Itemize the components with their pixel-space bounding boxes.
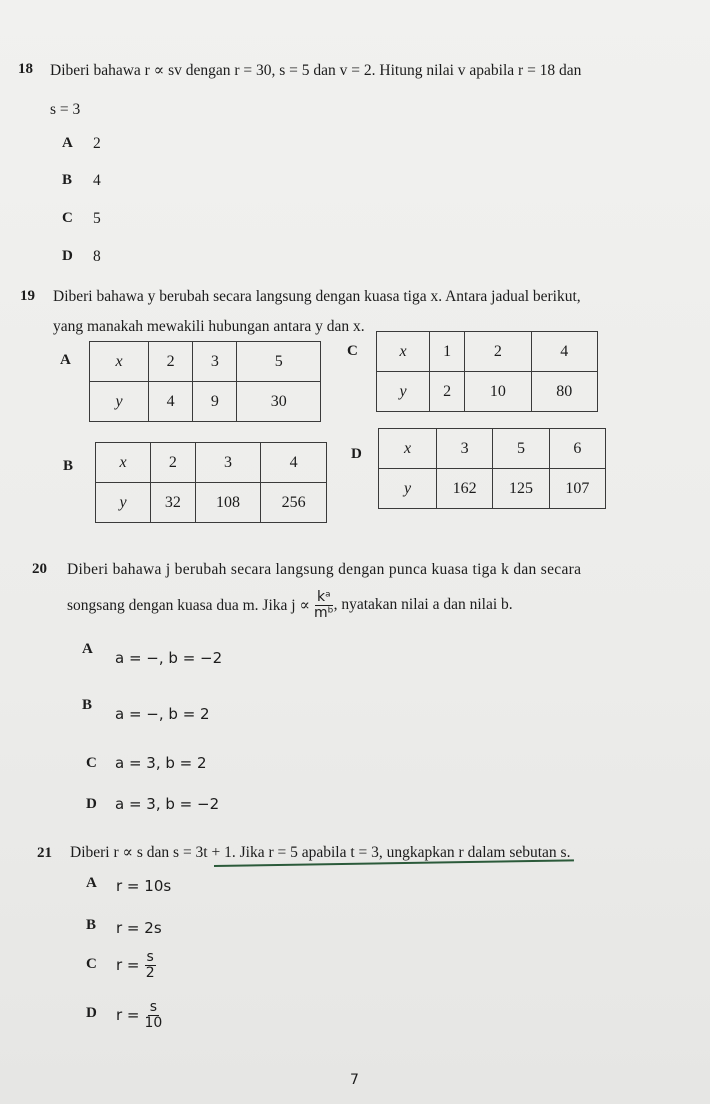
table-header-x: x xyxy=(379,429,437,469)
q19-text-line1: Diberi bahawa y berubah secara langsung dengan kuasa tiga x. Antara jadual berikut, xyxy=(53,288,581,305)
table-header-x: x xyxy=(90,342,149,382)
q18-option-a-letter[interactable]: A xyxy=(62,135,73,151)
q18-option-b-letter[interactable]: B xyxy=(62,172,73,188)
q19-option-a-letter[interactable]: A xyxy=(60,352,71,368)
q21-option-a-letter[interactable]: A xyxy=(86,875,97,891)
table-cell: 3 xyxy=(195,443,261,483)
table-row xyxy=(377,372,598,412)
q18-text-line2: s = 3 xyxy=(50,101,81,118)
q20-option-b-value: a = −, b = 2 xyxy=(115,705,210,723)
q20-text-line1: Diberi bahawa j berubah secara langsung dengan punca kuasa tiga k dan secara xyxy=(67,561,582,578)
q21-option-c-denominator: 2 xyxy=(145,964,155,981)
table-cell: 256 xyxy=(261,483,327,523)
table-row xyxy=(96,483,327,523)
q21-option-c-value xyxy=(116,950,156,980)
table-cell: 10 xyxy=(465,372,531,412)
q20-fraction xyxy=(314,590,334,620)
q19-table-c xyxy=(376,331,598,412)
q20-text-line2-pre: songsang dengan kuasa dua m. Jika j ∝ xyxy=(67,596,310,614)
table-header-x: x xyxy=(377,332,430,372)
table-cell: 3 xyxy=(193,342,237,382)
q21-option-c-letter[interactable]: C xyxy=(86,956,97,972)
q21-option-d-numerator: s xyxy=(149,999,158,1015)
table-row xyxy=(90,382,321,422)
table-cell: 2 xyxy=(151,443,196,483)
table-cell: 32 xyxy=(151,483,196,523)
table-header-y: y xyxy=(377,372,430,412)
q21-option-d-fraction xyxy=(145,1000,163,1030)
q18-option-d-value: 8 xyxy=(93,248,101,265)
q18-option-c-value: 5 xyxy=(93,210,101,227)
q21-option-c-prefix: r = xyxy=(116,956,140,975)
q21-option-d-letter[interactable]: D xyxy=(86,1005,97,1021)
q20-option-c-letter[interactable]: C xyxy=(86,755,97,771)
table-cell: 2 xyxy=(149,342,193,382)
table-row xyxy=(96,443,327,483)
table-cell: 3 xyxy=(437,429,493,469)
table-cell: 9 xyxy=(193,382,237,422)
table-cell: 2 xyxy=(465,332,531,372)
q21-option-d-denominator: 10 xyxy=(144,1014,163,1031)
table-row xyxy=(90,342,321,382)
q19-text-line2: yang manakah mewakili hubungan antara y dan x. xyxy=(53,318,365,335)
q21-option-c-fraction xyxy=(145,950,156,980)
q20-option-b-letter[interactable]: B xyxy=(82,697,93,713)
q19-table-a xyxy=(89,341,321,422)
q18-text-line1: Diberi bahawa r ∝ sv dengan r = 30, s = 5 dan v = 2. Hitung nilai v apabila r = 18 dan xyxy=(50,62,582,79)
q20-fraction-numerator: kᵃ xyxy=(316,589,331,605)
q21-option-d-value xyxy=(116,1000,162,1030)
q20-option-c-value: a = 3, b = 2 xyxy=(115,754,207,772)
q18-option-c-letter[interactable]: C xyxy=(62,210,73,226)
table-cell: 162 xyxy=(437,469,493,509)
table-cell: 125 xyxy=(493,469,549,509)
q21-text: Diberi r ∝ s dan s = 3t + 1. Jika r = 5 apabila t = 3, ungkapkan r dalam sebutan s. xyxy=(70,844,571,861)
table-header-y: y xyxy=(96,483,151,523)
table-cell: 5 xyxy=(493,429,549,469)
table-cell: 2 xyxy=(430,372,465,412)
q21-number: 21 xyxy=(37,845,52,861)
q19-table-b xyxy=(95,442,327,523)
q18-number: 18 xyxy=(18,61,33,77)
q20-number: 20 xyxy=(32,561,47,577)
table-cell: 80 xyxy=(531,372,597,412)
table-cell: 5 xyxy=(237,342,321,382)
table-cell: 4 xyxy=(149,382,193,422)
table-cell: 4 xyxy=(261,443,327,483)
table-cell: 4 xyxy=(531,332,597,372)
table-cell: 30 xyxy=(237,382,321,422)
q20-text-line2 xyxy=(67,590,513,620)
q19-option-d-letter[interactable]: D xyxy=(351,446,362,462)
table-row xyxy=(379,469,606,509)
table-row xyxy=(377,332,598,372)
q20-option-a-value: a = −, b = −2 xyxy=(115,649,223,667)
q19-option-b-letter[interactable]: B xyxy=(63,458,74,474)
q19-option-c-letter[interactable]: C xyxy=(347,343,358,359)
q20-option-d-letter[interactable]: D xyxy=(86,796,97,812)
table-header-y: y xyxy=(379,469,437,509)
q18-option-b-value: 4 xyxy=(93,172,101,189)
table-cell: 108 xyxy=(195,483,261,523)
q21-option-a-value: r = 10s xyxy=(116,877,172,895)
q20-fraction-denominator: mᵇ xyxy=(313,604,334,621)
page-number: 7 xyxy=(350,1072,359,1088)
table-cell: 6 xyxy=(549,429,605,469)
q21-option-c-numerator: s xyxy=(146,949,154,965)
q18-option-d-letter[interactable]: D xyxy=(62,248,73,264)
q20-option-d-value: a = 3, b = −2 xyxy=(115,795,220,813)
table-header-y: y xyxy=(90,382,149,422)
q20-option-a-letter[interactable]: A xyxy=(82,641,93,657)
q21-option-d-prefix: r = xyxy=(116,1006,140,1025)
table-row xyxy=(379,429,606,469)
q21-option-b-letter[interactable]: B xyxy=(86,917,97,933)
q19-table-d xyxy=(378,428,606,509)
q21-option-b-value: r = 2s xyxy=(116,919,162,937)
q20-text-line2-post: , nyatakan nilai a dan nilai b. xyxy=(333,596,513,614)
table-header-x: x xyxy=(96,443,151,483)
table-cell: 1 xyxy=(430,332,465,372)
table-cell: 107 xyxy=(549,469,605,509)
q18-option-a-value: 2 xyxy=(93,135,101,152)
q19-number: 19 xyxy=(20,288,35,304)
